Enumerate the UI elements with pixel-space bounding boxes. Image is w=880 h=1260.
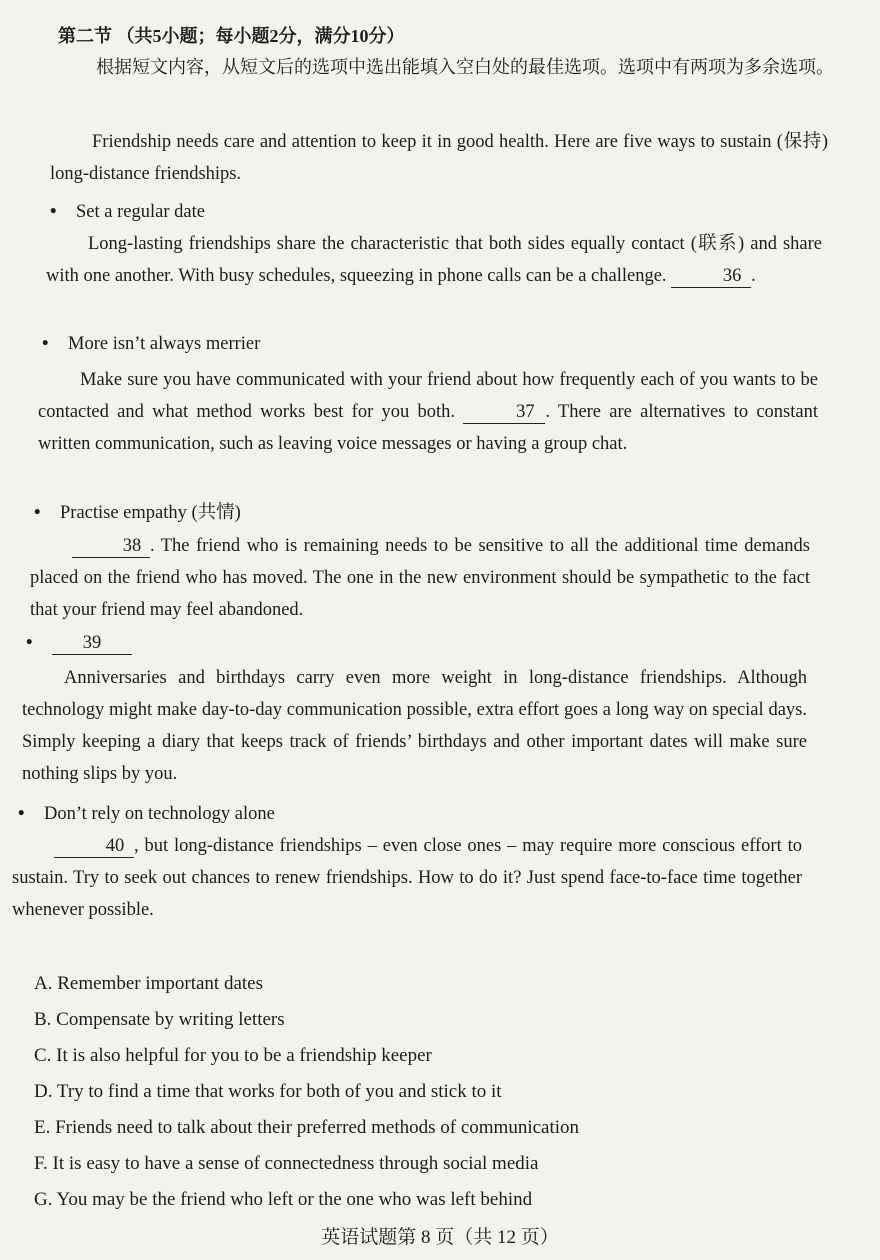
bullet-heading-5: • Don’t rely on technology alone <box>18 804 275 824</box>
bullet-icon: • <box>26 633 33 653</box>
bullet-heading-1: • Set a regular date <box>50 202 205 222</box>
options-list <box>34 966 579 1218</box>
blank-39: 39 <box>52 632 132 655</box>
page-footer: 英语试题第 8 页（共 12 页） <box>321 1227 559 1248</box>
intro-paragraph: Friendship needs care and attention to keep it in good health. Here are five ways to sustain (保持) long-distance friendships. <box>50 132 828 184</box>
bullet-icon: • <box>18 804 25 824</box>
bullet-icon: • <box>50 202 57 222</box>
option-f: F. It is easy to have a sense of connectedness through social media <box>34 1153 539 1174</box>
option-d: D. Try to find a time that works for both of you and stick to it <box>34 1081 502 1102</box>
paragraph-3: 38 . The friend who is remaining needs to be sensitive to all the additional time demands placed on the friend who has moved. The one in the new environment should be sympathetic to the fact that your friend may feel abandoned. <box>30 536 810 620</box>
blank-37: 37 <box>463 401 545 424</box>
option-g: G. You may be the friend who left or the one who was left behind <box>34 1189 533 1210</box>
bullet-icon: • <box>34 503 41 523</box>
option-b: B. Compensate by writing letters <box>34 1009 285 1030</box>
bullet-heading-2: • More isn’t always merrier <box>42 334 261 354</box>
bullet-heading-4 <box>26 632 132 655</box>
bullet-icon: • <box>42 334 49 354</box>
option-a: A. Remember important dates <box>34 973 263 994</box>
section-title: 第二节 （共5小题；每小题2分，满分10分） <box>58 26 405 46</box>
paragraph-1: Long-lasting friendships share the characteristic that both sides equally contact (联系) and share with one another. With busy schedules, squeezing in phone calls can be a challenge. 36 . <box>46 234 822 286</box>
bullet-heading-3: • Practise empathy (共情) <box>34 503 241 523</box>
paragraph-2: Make sure you have communicated with your friend about how frequently each of you wants to be contacted and what method works best for you both. 37 . There are alternatives to constant written communication, such as leaving voice messages or having a group chat. <box>38 370 818 454</box>
blank-38: 38 <box>72 535 150 558</box>
option-e: E. Friends need to talk about their preferred methods of communication <box>34 1117 580 1138</box>
paragraph-4: Anniversaries and birthdays carry even more weight in long-distance friendships. Although technology might make day-to-day communication possible, extra effort goes a long way on special days. Simply keeping a diary that keeps track of friends’ birthdays and other important dates will make sure nothing slips by you. <box>22 668 807 784</box>
blank-40: 40 <box>54 835 134 858</box>
option-c: C. It is also helpful for you to be a friendship keeper <box>34 1045 432 1066</box>
blank-36: 36 <box>671 265 751 288</box>
paragraph-5: 40 , but long-distance friendships – even close ones – may require more conscious effort to sustain. Try to seek out chances to renew friendships. How to do it? Just spend face-to-face time together whenever possible. <box>12 836 802 920</box>
instruction-text: 根据短文内容，从短文后的选项中选出能填入空白处的最佳选项。选项中有两项为多余选项。 <box>96 57 834 77</box>
